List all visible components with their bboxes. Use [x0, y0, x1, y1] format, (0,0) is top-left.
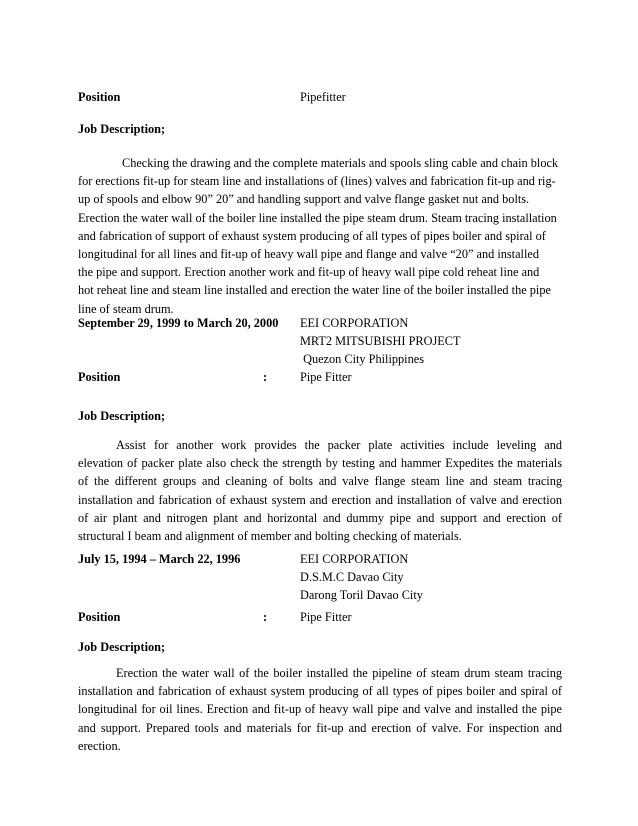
position-label: Position: [78, 90, 121, 104]
job-description-paragraph: [78, 436, 562, 545]
company-location: Darong Toril Davao City: [300, 588, 423, 602]
paragraph-line: up of spools and elbow 90” 20” and handling support and valve flange gasket nut and bolts.: [78, 192, 530, 207]
paragraph-line: Erection the water wall of the boiler installed the pipeline of steam drum steam tracing: [116, 666, 562, 680]
job-description-label: Job Description;: [78, 640, 166, 654]
job-description-label: Job Description;: [78, 122, 166, 136]
company-name: EEI CORPORATION: [300, 552, 409, 566]
paragraph-line: structural I beam and alignment of member and bolting checking of materials.: [78, 529, 462, 544]
paragraph-line: and fabrication of support of exhaust system producing of all types of pipes boiler and spiral of: [78, 228, 546, 243]
paragraph-line: line of steam drum.: [78, 301, 174, 316]
paragraph-line: hot reheat line and steam line installed and erection the water line of the boiler installed the pipe: [78, 283, 551, 298]
paragraph-line: installation and fabrication of exhaust system producing of all types of pipes boiler and spiral of: [78, 684, 562, 699]
paragraph-line: longitudinal for all lines and fit-up of heavy wall pipe and flange and valve “20” and installed: [78, 247, 539, 262]
paragraph-line: longitudinal for oil lines. Erection and fit-up of heavy wall pipe and valve and installed the pipe: [78, 702, 562, 717]
position-label: Position: [78, 370, 121, 384]
paragraph-line: Erection the water wall of the boiler line installed the pipe steam drum. Steam tracing installation: [78, 210, 557, 225]
colon-separator: :: [263, 610, 268, 624]
company-location: Quezon City Philippines: [300, 352, 424, 366]
project-name: MRT2 MITSUBISHI PROJECT: [300, 334, 461, 348]
company-name: EEI CORPORATION: [300, 316, 409, 330]
position-value: Pipe Fitter: [300, 610, 352, 624]
paragraph-line: elevation of packer plate also check the strength by testing and hammer Expedites the materials: [78, 456, 562, 471]
employment-dates: July 15, 1994 – March 22, 1996: [78, 552, 241, 566]
paragraph-line: Assist for another work provides the packer plate activities include leveling and: [116, 438, 562, 452]
position-value: Pipe Fitter: [300, 370, 352, 384]
paragraph-line: Checking the drawing and the complete materials and spools sling cable and chain block: [122, 156, 559, 170]
paragraph-line: of the different groups and cleaning of bolts and valve flange steam line and steam tracing: [78, 474, 562, 489]
position-label: Position: [78, 610, 121, 624]
position-value: Pipefitter: [300, 90, 346, 104]
employment-dates: September 29, 1999 to March 20, 2000: [78, 316, 279, 330]
paragraph-line: for erections fit-up for steam line and installations of (lines) valves and fabrication fit-up and rig-: [78, 174, 556, 189]
job-description-label: Job Description;: [78, 409, 166, 423]
colon-separator: :: [263, 370, 268, 384]
paragraph-line: and support. Prepared tools and materials for fit-up and erection of valve. For inspection and: [78, 720, 562, 735]
paragraph-line: of air plant and nitrogen plant and horizontal and dummy pipe and support and erection of: [78, 510, 562, 525]
paragraph-line: erection.: [78, 738, 121, 753]
job-description-paragraph: [78, 664, 562, 755]
project-name: D.S.M.C Davao City: [300, 570, 404, 584]
job-description-paragraph: [78, 154, 562, 318]
paragraph-line: installation and fabrication of exhaust system and erection and installation of valve and erection: [78, 492, 562, 507]
paragraph-line: the pipe and support. Erection another work and fit-up of heavy wall pipe cold reheat line and: [78, 265, 540, 280]
